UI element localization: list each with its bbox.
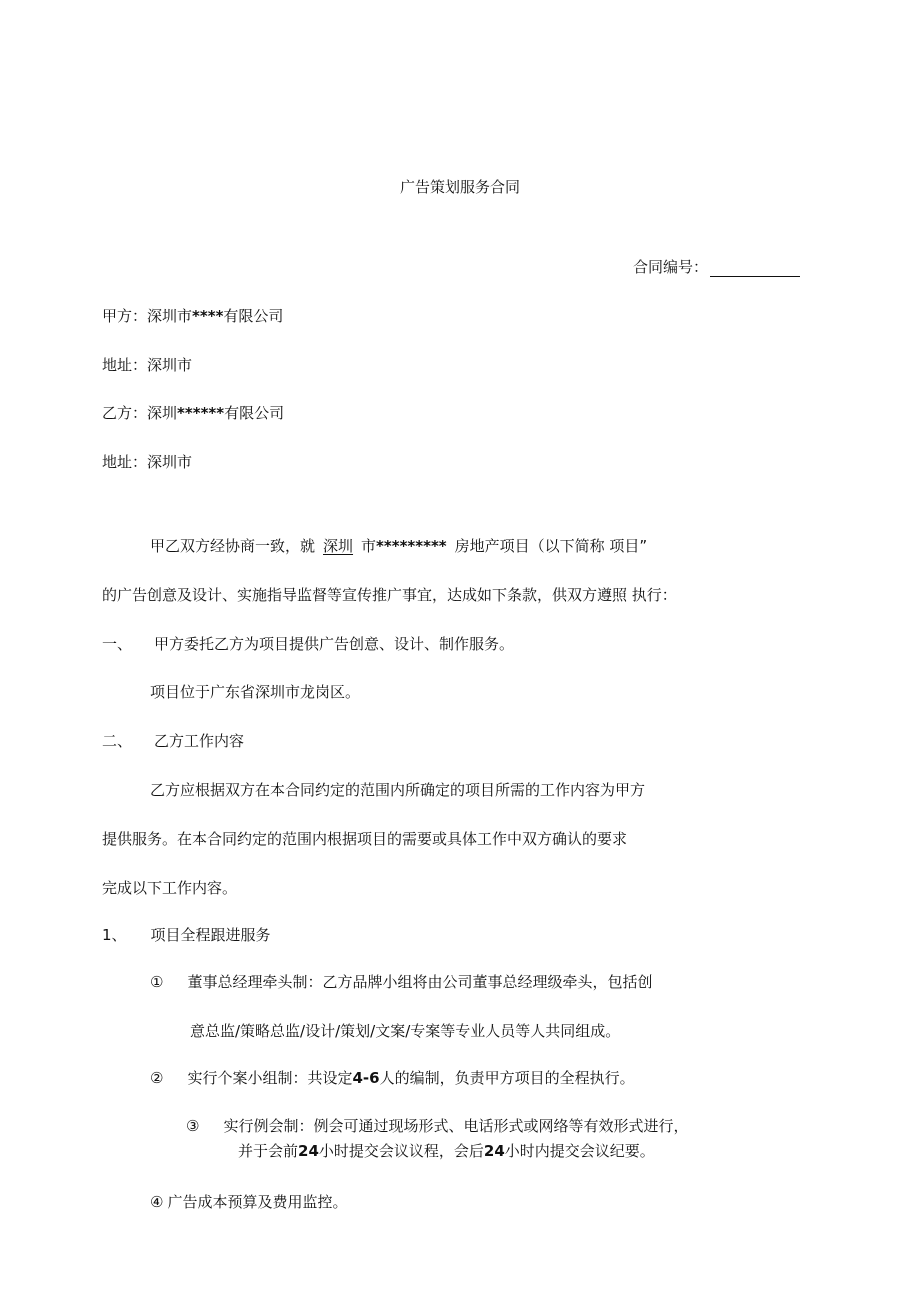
intro-start: 甲乙双方经协商一致，就 bbox=[150, 537, 316, 555]
sub-item-3-line-1 bbox=[186, 1116, 688, 1136]
section-1-text: 甲方委托乙方为项目提供广告创意、设计、制作服务。 bbox=[154, 635, 515, 653]
sub-item-2-range: 4-6 bbox=[352, 1069, 380, 1087]
document-title: 广告策划服务合同 bbox=[399, 178, 520, 196]
party-b-name-suffix: 有限公司 bbox=[224, 404, 285, 422]
intro-paragraph-line-2: 的广告创意及设计、实施指导监督等宣传推广事宜，达成如下条款，供双方遵照 执行： bbox=[102, 586, 677, 604]
party-b-mask: ****** bbox=[177, 404, 225, 422]
section-2-paragraph-line-3: 完成以下工作内容。 bbox=[102, 879, 238, 897]
sub-item-3-hours-2: 24 bbox=[483, 1142, 505, 1160]
section-1-number: 一、 bbox=[102, 635, 133, 653]
sub-item-1-line-2: 意总监/策略总监/设计/策划/文案/专案等专业人员等人共同组成。 bbox=[190, 1022, 621, 1040]
contract-number-blank bbox=[710, 260, 800, 277]
party-b-label: 乙方： bbox=[102, 404, 148, 422]
sub-item-2-pre: 实行个案小组制：共设定 bbox=[187, 1069, 353, 1087]
section-2-number: 二、 bbox=[102, 732, 133, 750]
sub-item-2-post: 人的编制，负责甲方项目的全程执行。 bbox=[379, 1069, 635, 1087]
section-2-title: 乙方工作内容 bbox=[154, 732, 245, 750]
intro-end: 房地产项目（以下简称 项目” bbox=[454, 537, 648, 555]
address-a: 地址：深圳市 bbox=[102, 356, 193, 374]
address-b: 地址：深圳市 bbox=[102, 453, 193, 471]
item-1-number: 1、 bbox=[102, 926, 127, 944]
intro-city: 深圳 bbox=[323, 537, 354, 555]
party-a bbox=[102, 306, 283, 326]
item-1-heading bbox=[102, 925, 271, 945]
party-a-name-suffix: 有限公司 bbox=[223, 307, 284, 325]
intro-paragraph-line-1 bbox=[150, 536, 647, 556]
intro-city-suffix: 市 bbox=[361, 537, 377, 555]
contract-number-label: 合同编号： bbox=[632, 258, 708, 276]
section-1 bbox=[102, 634, 514, 654]
item-1-title: 项目全程跟进服务 bbox=[150, 926, 271, 944]
sub-item-3-mid: 小时提交会议议程，会后 bbox=[318, 1142, 484, 1160]
section-2-heading bbox=[102, 731, 244, 751]
sub-item-2 bbox=[150, 1068, 635, 1088]
section-2-paragraph-line-2: 提供服务。在本合同约定的范围内根据项目的需要或具体工作中双方确认的要求 bbox=[102, 830, 628, 848]
sub-item-3-line-2 bbox=[238, 1141, 655, 1161]
contract-number bbox=[633, 257, 800, 277]
sub-item-4 bbox=[150, 1192, 347, 1212]
section-2-paragraph-line-1: 乙方应根据双方在本合同约定的范围内所确定的项目所需的工作内容为甲方 bbox=[150, 781, 646, 799]
sub-item-3-pre: 并于会前 bbox=[238, 1142, 299, 1160]
sub-item-2-mark: ② bbox=[150, 1069, 164, 1087]
sub-item-3-mark: ③ bbox=[186, 1117, 200, 1135]
party-a-label: 甲方： bbox=[102, 307, 148, 325]
sub-item-4-text: 广告成本预算及费用监控。 bbox=[167, 1193, 348, 1211]
party-b-name-prefix: 深圳 bbox=[147, 404, 178, 422]
sub-item-3-post: 小时内提交会议纪要。 bbox=[504, 1142, 655, 1160]
sub-item-1-mark: ① bbox=[150, 973, 164, 991]
project-location: 项目位于广东省深圳市龙岗区。 bbox=[150, 683, 361, 701]
party-a-mask: **** bbox=[192, 307, 224, 325]
sub-item-3-text: 实行例会制：例会可通过现场形式、电话形式或网络等有效形式进行， bbox=[223, 1117, 689, 1135]
intro-project-mask: ********* bbox=[376, 537, 447, 555]
sub-item-1-line-1 bbox=[150, 972, 652, 992]
party-a-name-prefix: 深圳市 bbox=[147, 307, 193, 325]
sub-item-3-hours-1: 24 bbox=[298, 1142, 319, 1160]
sub-item-1-text: 董事总经理牵头制：乙方品牌小组将由公司董事总经理级牵头，包括创 bbox=[187, 973, 653, 991]
party-b bbox=[102, 403, 284, 423]
sub-item-4-mark: ④ bbox=[150, 1193, 164, 1211]
